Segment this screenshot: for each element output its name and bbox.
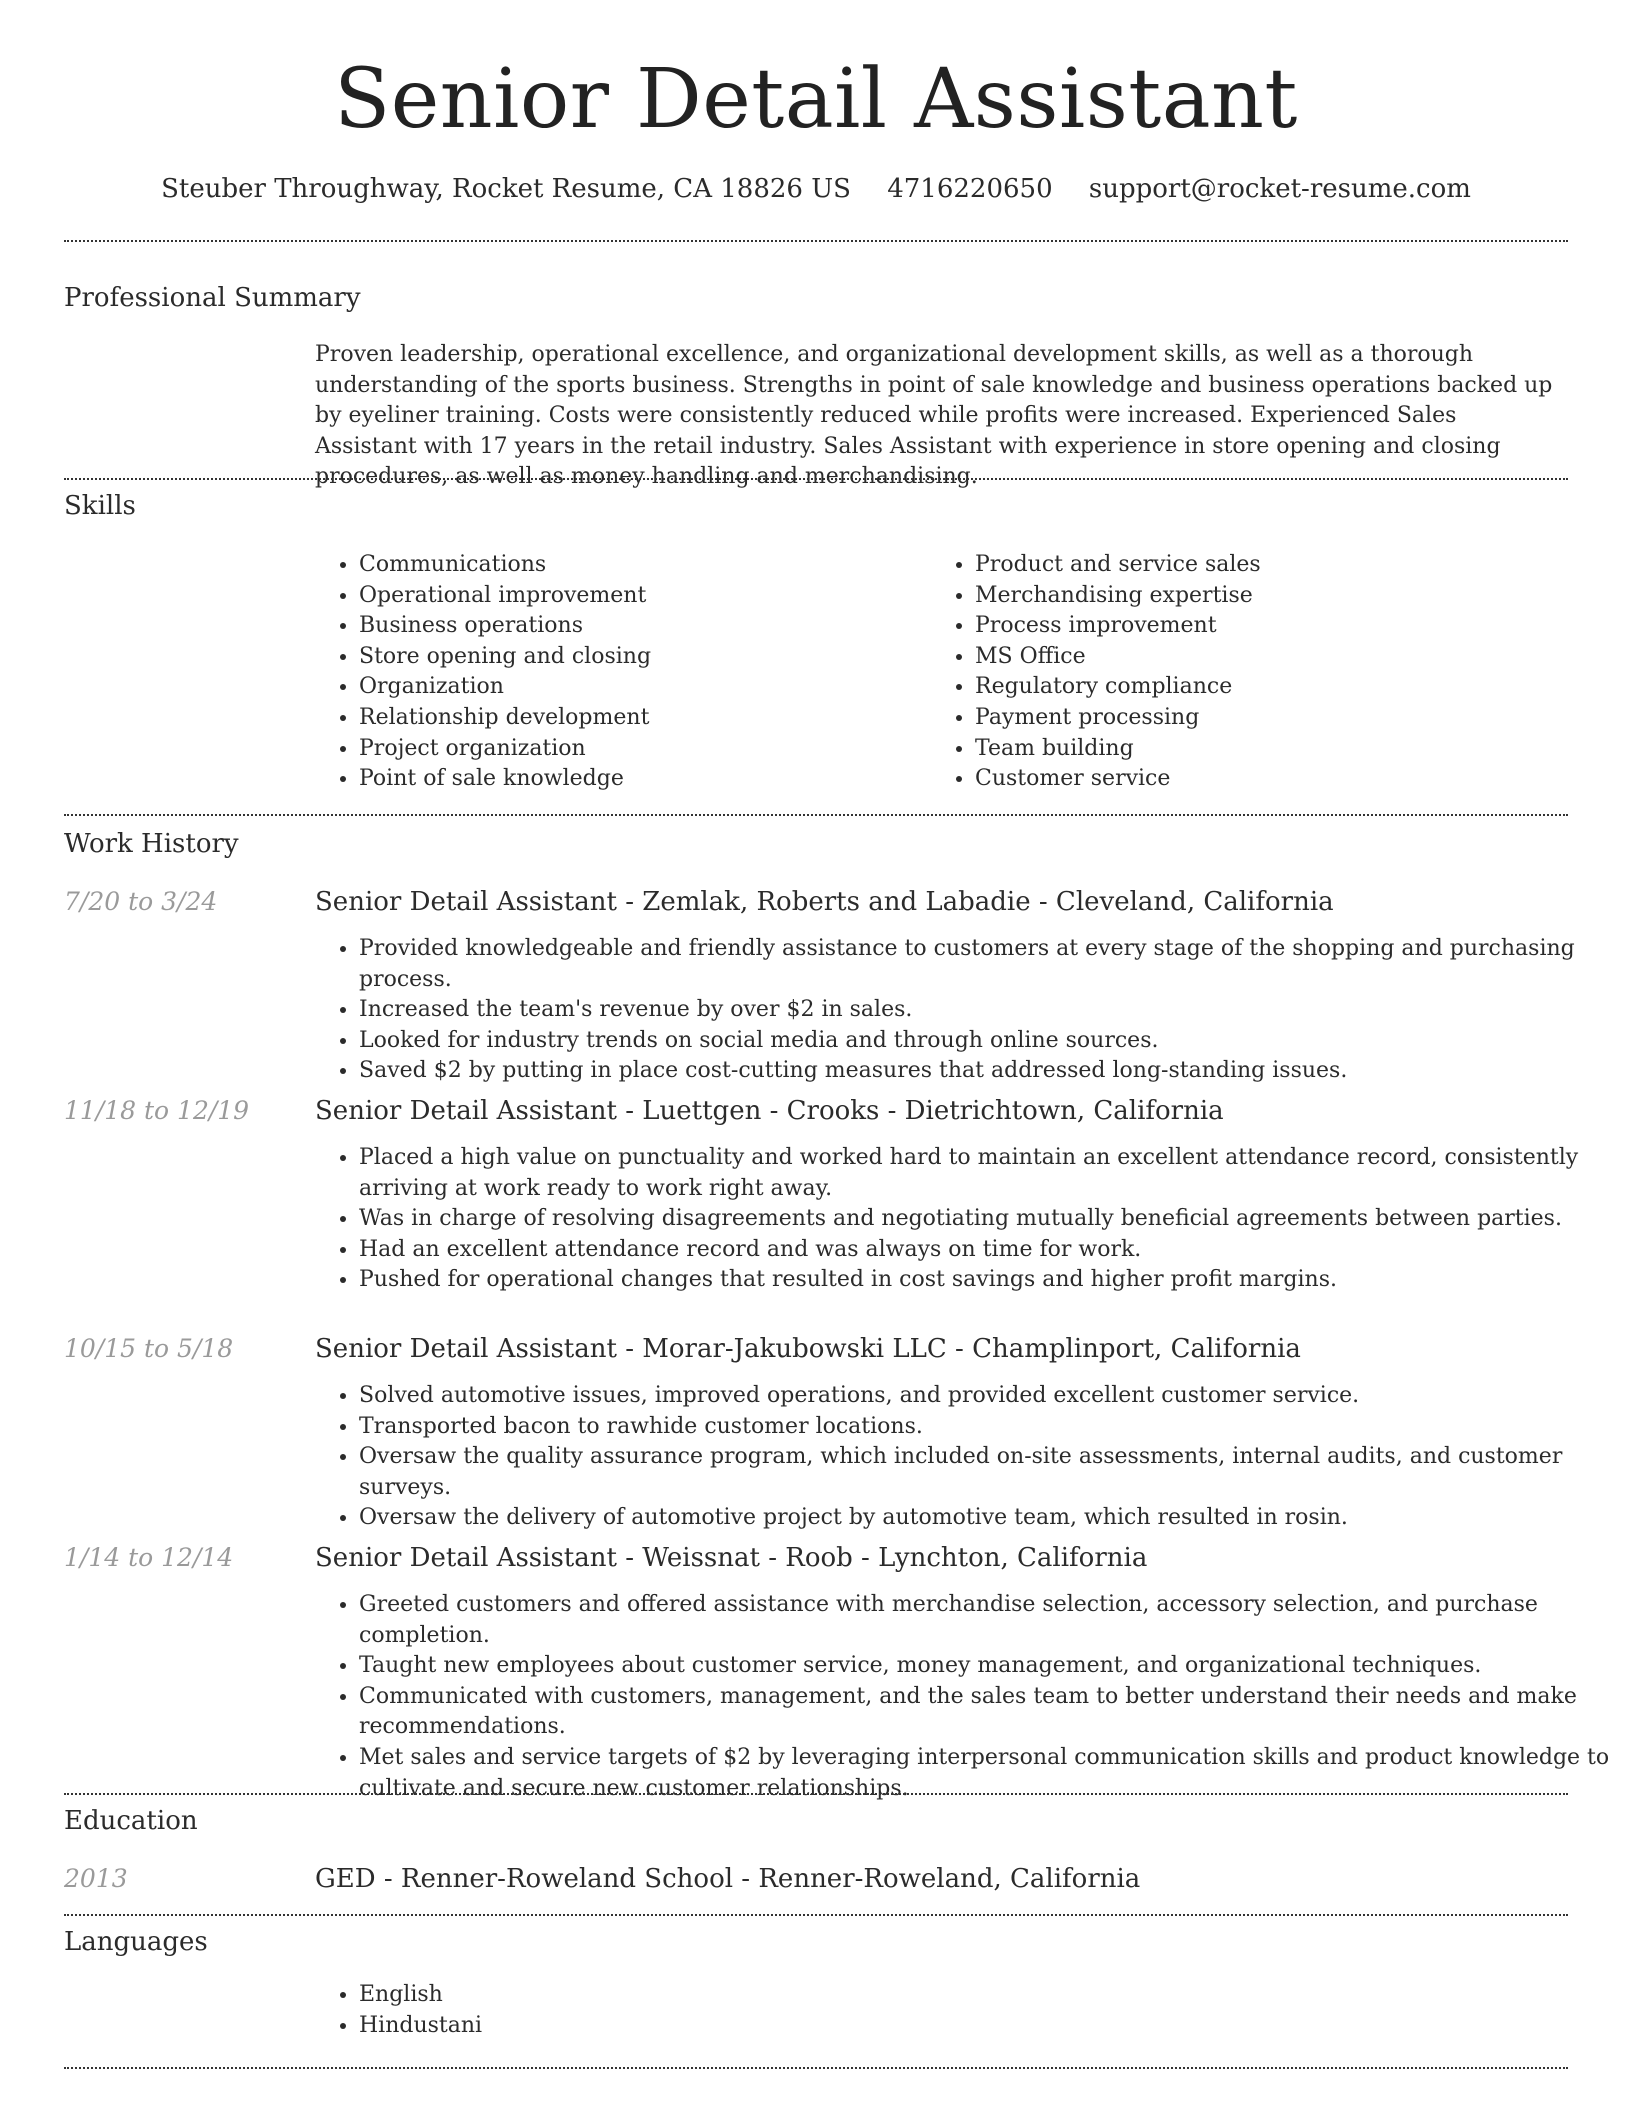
job-bullet: • Oversaw the delivery of automotive project by automotive team, which resulted in rosin. <box>359 1503 1619 1534</box>
education-entry: GED - Renner-Roweland School - Renner-Roweland, California <box>315 1864 1141 1894</box>
job-bullets <box>315 934 1619 1087</box>
skill-item: • Regulatory compliance <box>975 672 1575 703</box>
job-bullet: • Provided knowledgeable and friendly assistance to customers at every stage of the shopping and purchasing process. <box>359 934 1619 995</box>
skills-list-left <box>315 550 959 795</box>
skill-item: • Product and service sales <box>975 550 1575 581</box>
job-dates: 11/18 to 12/19 <box>64 1096 250 1125</box>
section-title-education: Education <box>64 1806 198 1836</box>
job-title: Senior Detail Assistant - Zemlak, Roberts and Labadie - Cleveland, California <box>315 887 1334 917</box>
job-bullet: • Pushed for operational changes that resulted in cost savings and higher profit margins. <box>359 1265 1619 1296</box>
contact-email[interactable]: support@rocket-resume.com <box>1088 174 1471 204</box>
job-bullet: • Met sales and service targets of $2 by leveraging interpersonal communication skills and product knowledge to cultivate and secure new customer relationships. <box>359 1743 1619 1804</box>
language-item: • Hindustani <box>359 2011 959 2042</box>
divider <box>64 2067 1568 2069</box>
job-bullets <box>315 1381 1619 1534</box>
education-year: 2013 <box>64 1864 128 1893</box>
divider <box>64 478 1568 480</box>
job-bullets <box>315 1143 1619 1296</box>
skill-item: • Customer service <box>975 764 1575 795</box>
skill-item: • Process improvement <box>975 611 1575 642</box>
job-title: Senior Detail Assistant - Luettgen - Crooks - Dietrichtown, California <box>315 1096 1224 1126</box>
job-bullet: • Taught new employees about customer service, money management, and organizational techniques. <box>359 1651 1619 1682</box>
section-title-languages: Languages <box>64 1927 208 1957</box>
divider <box>64 814 1568 816</box>
skill-item: • Point of sale knowledge <box>359 764 959 795</box>
skill-item: • Operational improvement <box>359 581 959 612</box>
job-bullet: • Was in charge of resolving disagreements and negotiating mutually beneficial agreements between parties. <box>359 1204 1619 1235</box>
skill-item: • Payment processing <box>975 703 1575 734</box>
job-dates: 10/15 to 5/18 <box>64 1334 234 1363</box>
job-bullet: • Increased the team's revenue by over $2 in sales. <box>359 995 1619 1026</box>
section-title-work-history: Work History <box>64 829 239 859</box>
job-bullet: • Solved automotive issues, improved operations, and provided excellent customer service. <box>359 1381 1619 1412</box>
skill-item: • Organization <box>359 672 959 703</box>
resume-name: Senior Detail Assistant <box>334 52 1298 147</box>
skill-item: • Communications <box>359 550 959 581</box>
contact-address: Steuber Throughway, Rocket Resume, CA 18826 US <box>161 174 851 204</box>
contact-phone: 4716220650 <box>887 174 1053 204</box>
divider <box>64 240 1568 242</box>
divider <box>64 1793 1568 1795</box>
summary-text: Proven leadership, operational excellence, and organizational development skills, as well as a thorough understanding of the sports business. Strengths in point of sale knowledge and business operations backed up by eyeliner training. Costs were consistently reduced while profits were increased. Experienced Sales Assistant with 17 years in the retail industry. Sales Assistant with experience in store opening and closing procedures, as well as money handling and merchandising. <box>315 342 1553 490</box>
job-bullet: • Looked for industry trends on social media and through online sources. <box>359 1026 1619 1057</box>
languages-list <box>315 1980 959 2041</box>
job-title: Senior Detail Assistant - Morar-Jakubowski LLC - Champlinport, California <box>315 1334 1301 1364</box>
job-bullet: • Had an excellent attendance record and was always on time for work. <box>359 1235 1619 1266</box>
job-bullets <box>315 1590 1619 1804</box>
section-title-summary: Professional Summary <box>64 283 361 313</box>
job-bullet: • Transported bacon to rawhide customer locations. <box>359 1412 1619 1443</box>
skill-item: • Merchandising expertise <box>975 581 1575 612</box>
contact-line <box>0 172 1632 206</box>
job-bullet: • Oversaw the quality assurance program, which included on-site assessments, internal audits, and customer surveys. <box>359 1442 1619 1503</box>
skill-item: • Business operations <box>359 611 959 642</box>
job-dates: 1/14 to 12/14 <box>64 1543 234 1572</box>
skill-item: • Relationship development <box>359 703 959 734</box>
job-title: Senior Detail Assistant - Weissnat - Roob - Lynchton, California <box>315 1543 1148 1573</box>
skills-list-right <box>931 550 1575 795</box>
skill-item: • Team building <box>975 734 1575 765</box>
job-bullet: • Saved $2 by putting in place cost-cutting measures that addressed long-standing issues. <box>359 1056 1619 1087</box>
job-bullet: • Greeted customers and offered assistance with merchandise selection, accessory selection, and purchase completion. <box>359 1590 1619 1651</box>
skill-item: • Project organization <box>359 734 959 765</box>
skill-item: • MS Office <box>975 642 1575 673</box>
job-dates: 7/20 to 3/24 <box>64 887 218 916</box>
skill-item: • Store opening and closing <box>359 642 959 673</box>
divider <box>64 1914 1568 1916</box>
language-item: • English <box>359 1980 959 2011</box>
section-title-skills: Skills <box>64 491 136 521</box>
job-bullet: • Communicated with customers, management, and the sales team to better understand their needs and make recommendations. <box>359 1682 1619 1743</box>
job-bullet: • Placed a high value on punctuality and worked hard to maintain an excellent attendance record, consistently arriving at work ready to work right away. <box>359 1143 1619 1204</box>
